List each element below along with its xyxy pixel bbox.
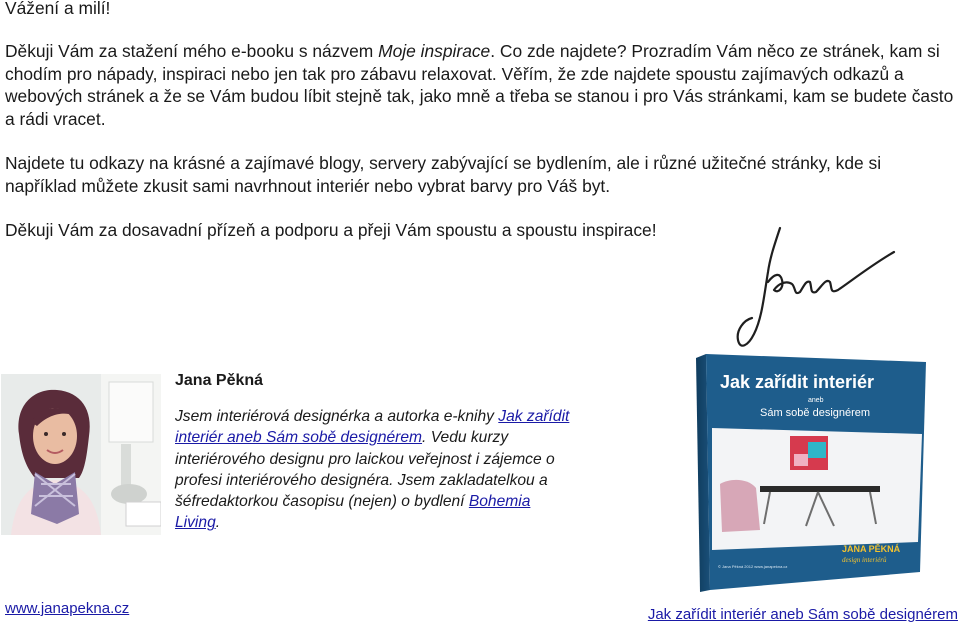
book-cover-author-tag: design interiérů: [842, 556, 887, 564]
author-description: [175, 406, 575, 534]
signature-image: [730, 222, 900, 354]
book-cover-subtitle: Sám sobě designérem: [760, 407, 871, 419]
author-bio: [175, 370, 575, 534]
intro-rest: . Co zde najdete? Prozradím Vám něco ze stránek, kam si chodím pro nápady, inspiraci nebo jen tak pro zábavu relaxovat. Věřím, že zde najdete spoustu zajímavých odkazů a webových stránek a že se Vám budou líbit stejně tak, jako mně a třeba se stanou i pro Vás stránkami, kam se budete často a rádi vracet.: [5, 41, 954, 129]
book-cover-small: aneb: [808, 397, 824, 404]
intro-lead: Děkuji Vám za stažení mého e-booku s názvem: [5, 41, 379, 61]
greeting: Vážení a milí!: [5, 0, 111, 18]
book-cover-image: [690, 354, 948, 592]
book-cover-title: Jak zařídit interiér: [720, 372, 875, 392]
bio-part2: . Vedu kurzy interiérového designu pro laickou veřejnost i zájemce o profesi interiérového designéra. Jsem zakladatelkou a šéfredaktorkou časopisu (nejen) o bydlení: [175, 429, 555, 511]
magazine-link[interactable]: Bohemia Living: [175, 493, 531, 532]
ebook-link[interactable]: Jak zařídit interiér aneb Sám sobě designérem: [175, 408, 570, 447]
author-name: Jana Pěkná: [175, 372, 264, 389]
ebook-title: Moje inspirace: [378, 41, 491, 61]
intro-paragraph: [5, 40, 955, 130]
links-paragraph: Najdete tu odkazy na krásné a zajímavé blogy, servery zabývající se bydlením, ale i různé užitečné stránky, kde si například můžete zkusit sami navrhnout interiér nebo vybrat barvy pro Váš byt.: [5, 153, 882, 196]
website-link[interactable]: www.janapekna.cz: [5, 600, 130, 617]
book-cover-footer: © Jana Pěkná 2012 www.janapekna.cz: [718, 564, 788, 569]
book-cover-author: JANA PĚKNÁ: [842, 544, 901, 554]
author-photo: [1, 374, 161, 535]
bio-end: .: [215, 514, 221, 532]
bio-part1: Jsem interiérová designérka a autorka e-knihy: [175, 408, 499, 425]
thanks-paragraph: Děkuji Vám za dosavadní přízeň a podporu a přeji Vám spoustu a spoustu inspirace!: [5, 220, 657, 240]
footer-book-link[interactable]: Jak zařídit interiér aneb Sám sobě designérem: [647, 606, 958, 623]
